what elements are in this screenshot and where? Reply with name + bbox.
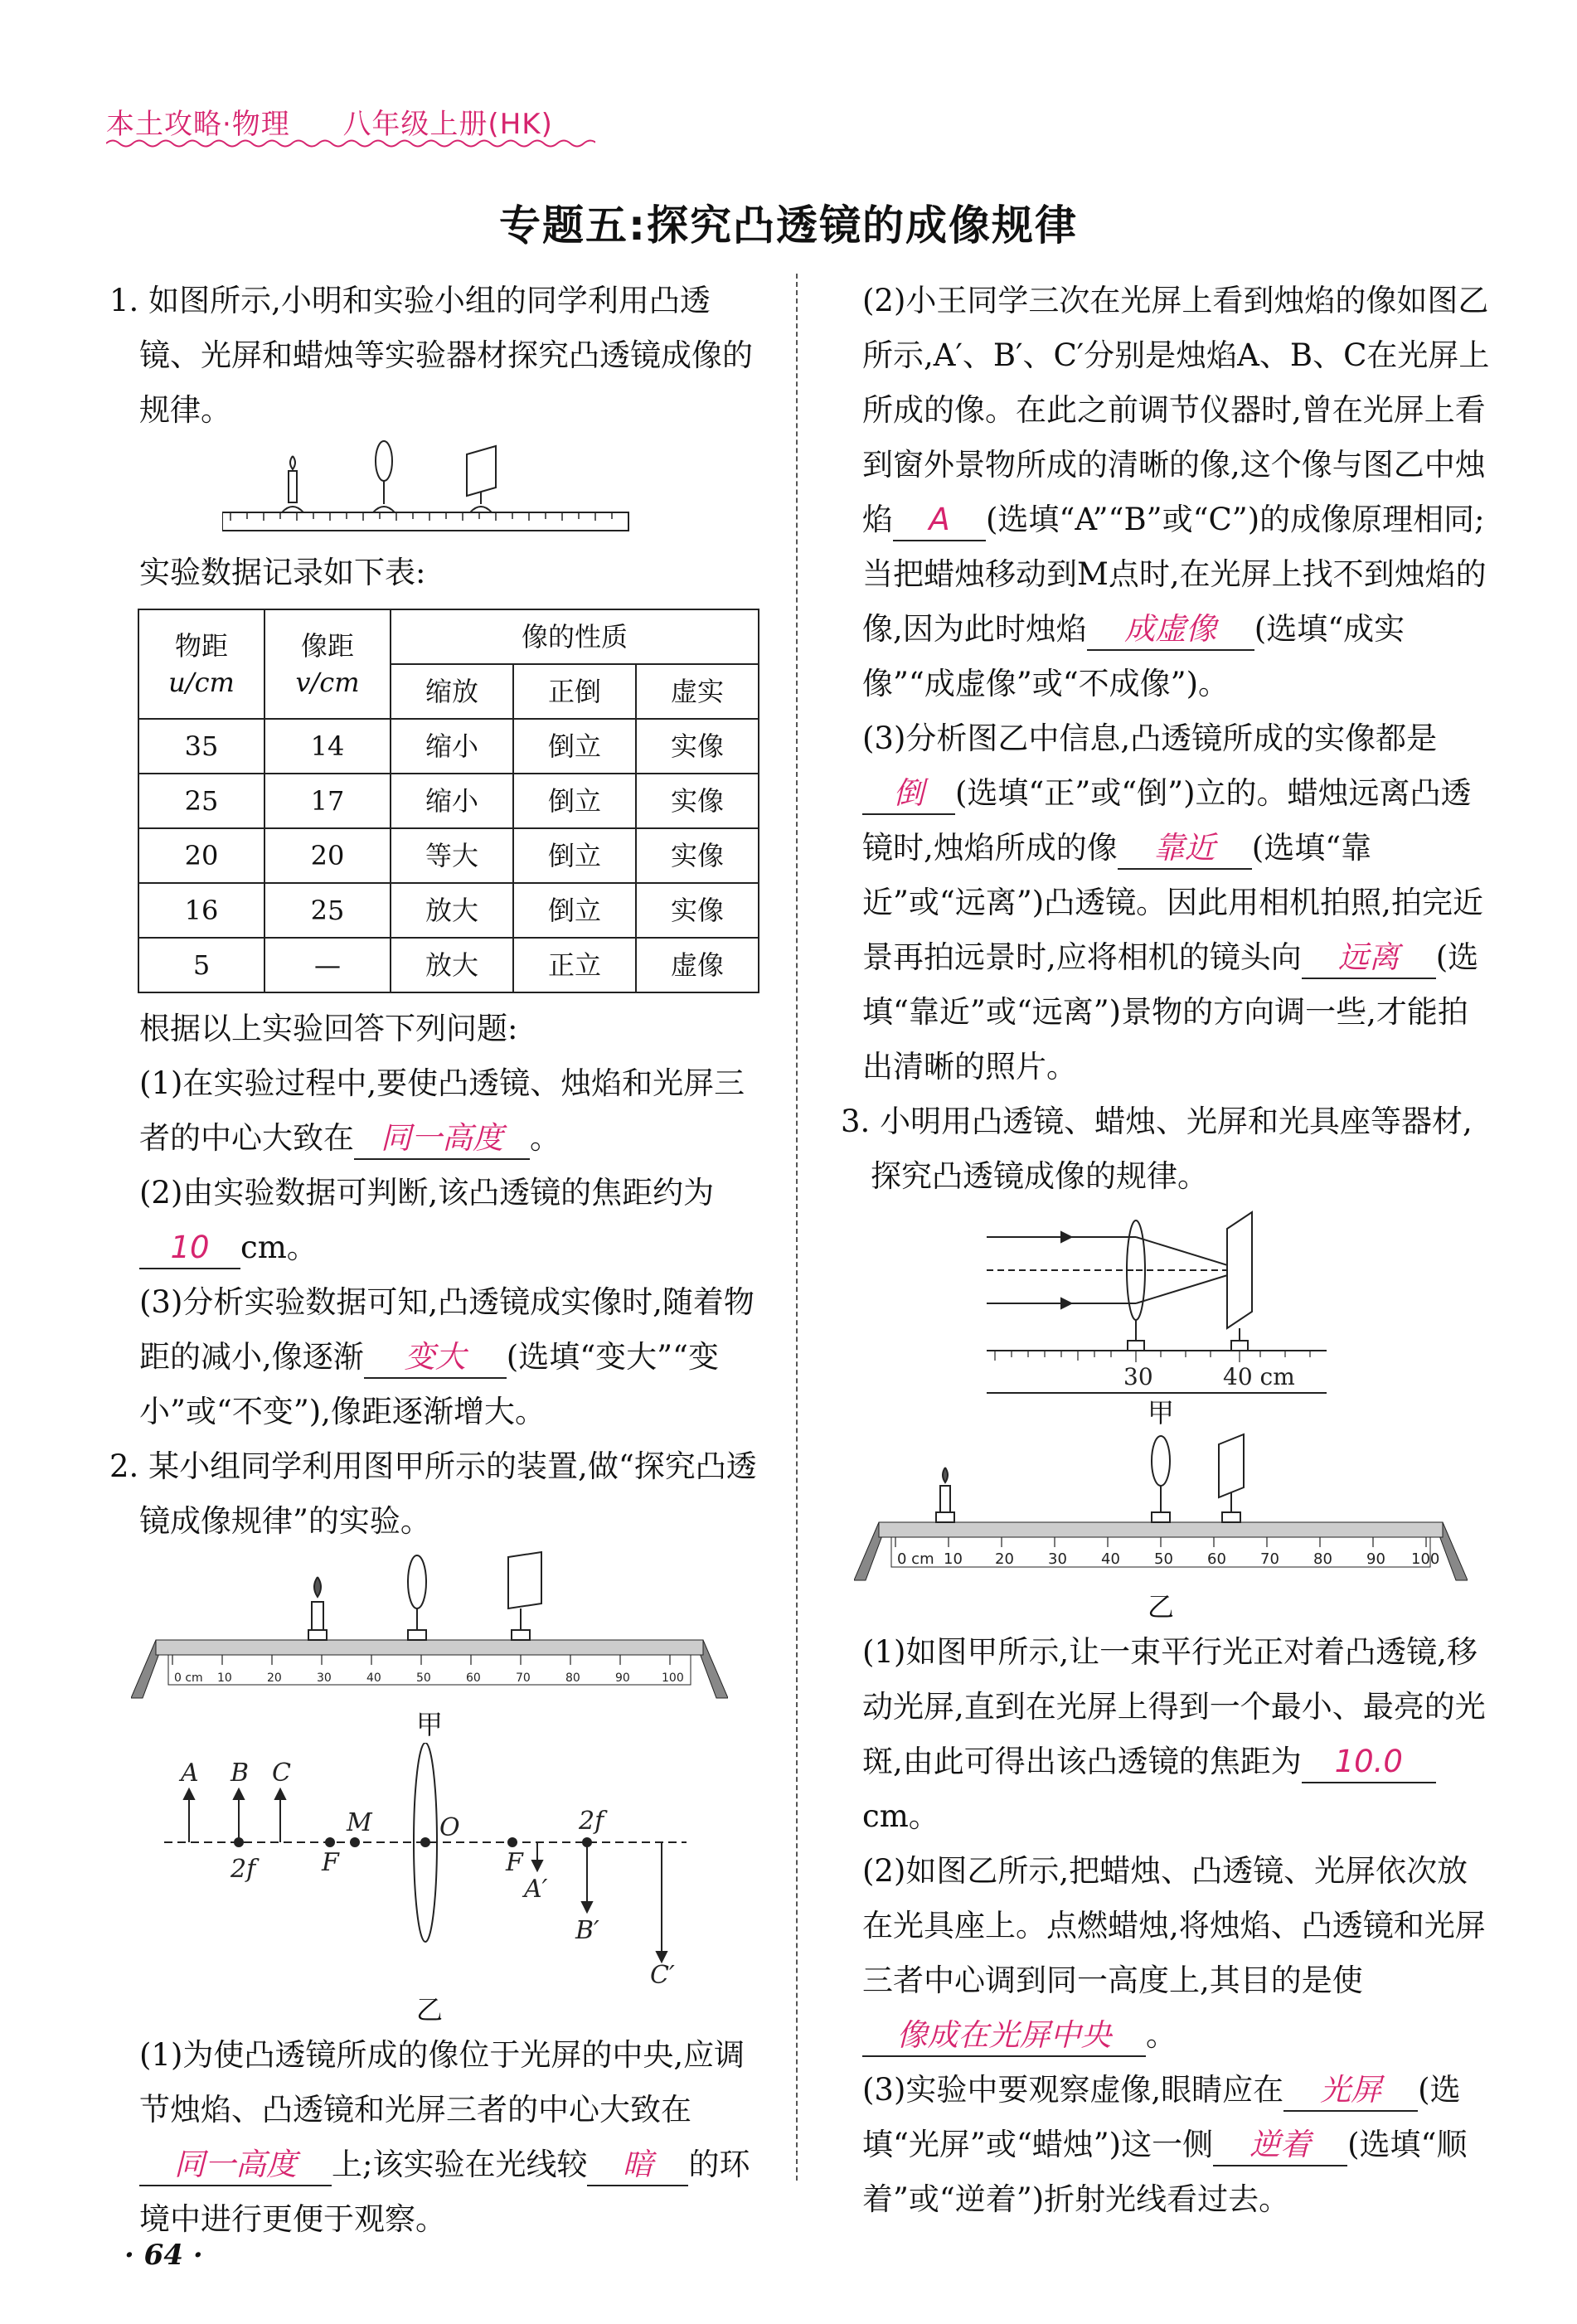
text: (1)在实验过程中,要使凸透镜、烛焰和光屏三者的中心大致在	[139, 1065, 745, 1156]
text: (3)分析图乙中信息,凸透镜所成的实像都是	[862, 720, 1438, 756]
col-object-unit: u/cm	[168, 667, 235, 698]
text: (选填“成实像”“成虚像”或“不成像”)。	[862, 611, 1405, 701]
cell: 16	[138, 883, 264, 938]
text: (3)实验中要观察虚像,眼睛应在	[862, 2072, 1284, 2108]
tick-label: 50	[416, 1671, 431, 1685]
tick-label: 90	[1366, 1550, 1385, 1568]
label-B: B	[230, 1759, 250, 1788]
q3-focal-figure	[987, 1204, 1335, 1395]
q1-table-intro: 实验数据记录如下表:	[139, 555, 426, 590]
label-C-image: C′	[650, 1961, 675, 1990]
tick-label: 50	[1154, 1550, 1173, 1568]
answer-blank: 靠近	[1118, 828, 1252, 870]
cell: 倒立	[513, 719, 636, 774]
candle-icon	[282, 456, 303, 512]
q2-sub2	[829, 274, 1492, 711]
q3-sub2	[829, 1844, 1492, 2063]
col-size: 缩放	[391, 664, 513, 719]
page-title: 专题五:探究凸透镜的成像规律	[499, 201, 1078, 250]
left-column	[98, 274, 761, 2247]
text: cm。	[862, 1798, 939, 1834]
candle-icon	[308, 1577, 327, 1640]
tick-label: 60	[1207, 1550, 1226, 1568]
text: (选填“顺着”或“逆着”)折射光线看过去。	[862, 2127, 1468, 2217]
text: (1)如图甲所示,让一束平行光正对着凸透镜,移动光屏,直到在光屏上得到一个最小、最亮的光斑,由此可得出该凸透镜的焦距为	[862, 1634, 1486, 1779]
answer-blank: 像成在光屏中央	[862, 2016, 1146, 2057]
label-2f-right: 2f	[579, 1807, 604, 1836]
page-header	[106, 101, 553, 142]
series-name: 本土攻略·物理	[106, 108, 290, 141]
tick-label: 40	[1101, 1550, 1120, 1568]
text: 。	[1146, 2017, 1177, 2053]
text: (2)如图乙所示,把蜡烛、凸透镜、光屏依次放在光具座上。点燃蜡烛,将烛焰、凸透镜和光屏三者中心调到同一高度上,其目的是使	[862, 1853, 1486, 1998]
lens-icon	[373, 441, 395, 512]
text: (选填“正”或“倒”)立的。蜡烛远离凸透镜时,烛焰所成的像	[862, 775, 1472, 866]
cell: 缩小	[391, 774, 513, 828]
tick-label: 70	[516, 1671, 531, 1685]
answer-blank: 变大	[364, 1337, 507, 1379]
text: (2)由实验数据可判断,该凸透镜的焦距约为	[139, 1175, 715, 1211]
tick-label: 100	[662, 1671, 684, 1685]
answer-blank: 同一高度	[139, 2145, 332, 2186]
candle-icon	[936, 1468, 954, 1522]
cell: 缩小	[391, 719, 513, 774]
tick-label: 10	[217, 1671, 232, 1685]
text: (选填“变大”“变小”或“不变”),像距逐渐增大。	[139, 1339, 719, 1429]
text: (选填“靠近”或“远离”)景物的方向调一些,才能拍出清晰的照片。	[862, 939, 1479, 1084]
cell: 5	[138, 938, 264, 992]
label-F-left: F	[322, 1848, 339, 1877]
cell: 实像	[636, 719, 759, 774]
cell: 35	[138, 719, 264, 774]
text: 的环境中进行更便于观察。	[139, 2147, 750, 2237]
col-image-distance: 像距	[300, 630, 354, 662]
label-A: A	[181, 1759, 199, 1788]
q1-sub3	[98, 1275, 761, 1439]
cell: 等大	[391, 828, 513, 883]
cell: 20	[264, 828, 391, 883]
text: (选填“光屏”或“蜡烛”)这一侧	[862, 2072, 1461, 2162]
label-C: C	[272, 1759, 291, 1788]
table-row	[138, 828, 759, 883]
cell: 17	[264, 774, 391, 828]
tick-label: 40	[366, 1671, 381, 1685]
label-A-image: A′	[524, 1875, 548, 1904]
column-divider	[796, 274, 798, 2181]
cell: 倒立	[513, 828, 636, 883]
text: 上;该实验在光线较	[332, 2147, 588, 2182]
q3-apparatus-figure-b	[854, 1431, 1468, 1589]
lens-icon	[408, 1555, 426, 1640]
cell: 25	[138, 774, 264, 828]
cell: 放大	[391, 883, 513, 938]
col-real-virtual: 虚实	[636, 664, 759, 719]
text: (2)小王同学三次在光屏上看到烛焰的像如图乙所示,A′、B′、C′分别是烛焰A、B、C在光屏上所成的像。在此之前调节仪器时,曾在光屏上看到窗外景物所成的清晰的像,这个像与图乙中烛焰	[862, 283, 1490, 537]
answer-blank: 远离	[1302, 938, 1436, 979]
cell: 虚像	[636, 938, 759, 992]
q1-data-table	[138, 609, 759, 993]
cell: 放大	[391, 938, 513, 992]
label-M: M	[347, 1808, 372, 1837]
text: (1)为使凸透镜所成的像位于光屏的中央,应调节烛焰、凸透镜和光屏三者的中心大致在	[139, 2037, 745, 2128]
tick-40cm: 40 cm	[1223, 1363, 1295, 1390]
table-row	[138, 938, 759, 992]
q2-apparatus-figure-a	[131, 1549, 728, 1706]
q1-sub2	[98, 1166, 761, 1275]
tick-label: 100	[1411, 1550, 1440, 1568]
col-image-nature: 像的性质	[391, 609, 759, 664]
answer-blank: 逆着	[1213, 2125, 1347, 2166]
q3-fig-b-caption: 乙	[1147, 1591, 1174, 1623]
q2-sub1	[98, 2028, 761, 2247]
label-B-image: B′	[575, 1916, 599, 1945]
label-O: O	[439, 1813, 460, 1842]
text: 。	[530, 1120, 560, 1156]
q3-fig-a-caption: 甲	[1147, 1397, 1174, 1429]
cell: 正立	[513, 938, 636, 992]
q1-stem: 1. 如图所示,小明和实验小组的同学利用凸透镜、光屏和蜡烛等实验器材探究凸透镜成像的规律。	[109, 283, 753, 428]
q1-apparatus-figure	[222, 438, 637, 546]
tick-label: 80	[565, 1671, 580, 1685]
q2-ray-diagram	[164, 1743, 695, 1992]
cell: 倒立	[513, 883, 636, 938]
cell: 25	[264, 883, 391, 938]
lens-icon	[1152, 1436, 1170, 1522]
tick-30: 30	[1123, 1363, 1153, 1390]
tick-label: 70	[1260, 1550, 1279, 1568]
tick-label: 20	[267, 1671, 282, 1685]
label-2f-left: 2f	[230, 1855, 256, 1884]
cell: —	[264, 938, 391, 992]
text: (3)分析实验数据可知,凸透镜成实像时,随着物距的减小,像逐渐	[139, 1284, 755, 1375]
table-row	[138, 774, 759, 828]
grade-label: 八年级上册(HK)	[342, 108, 553, 141]
answer-blank: 10.0	[1302, 1742, 1436, 1783]
tick-label: 60	[466, 1671, 481, 1685]
q2-stem: 2. 某小组同学利用图甲所示的装置,做“探究凸透镜成像规律”的实验。	[109, 1448, 757, 1539]
screen-icon	[1219, 1434, 1244, 1522]
cell: 20	[138, 828, 264, 883]
tick-label: 90	[615, 1671, 630, 1685]
page-number: · 64 ·	[124, 2239, 203, 2272]
col-orientation: 正倒	[513, 664, 636, 719]
answer-blank: 同一高度	[354, 1118, 530, 1160]
table-row	[138, 883, 759, 938]
screen-icon	[508, 1552, 541, 1640]
tick-label: 0 cm	[174, 1671, 203, 1685]
cell: 倒立	[513, 774, 636, 828]
answer-blank: 暗	[587, 2145, 688, 2186]
q2-fig-a-caption: 甲	[415, 1709, 443, 1740]
cell: 实像	[636, 883, 759, 938]
tick-label: 10	[944, 1550, 963, 1568]
tick-label: 20	[995, 1550, 1014, 1568]
tick-label: 80	[1313, 1550, 1332, 1568]
q3-sub1	[829, 1625, 1492, 1844]
q1-sub1	[98, 1056, 761, 1166]
col-object-distance: 物距	[174, 630, 228, 662]
table-row	[138, 719, 759, 774]
q2-fig-b-caption: 乙	[415, 1994, 443, 2026]
label-F-right: F	[506, 1848, 523, 1877]
text: (选填“A”“B”或“C”)的成像原理相同;当把蜡烛移动到M点时,在光屏上找不到烛焰的像,因为此时烛焰	[862, 502, 1487, 647]
q1-prompt: 根据以上实验回答下列问题:	[139, 1011, 518, 1046]
answer-blank: A	[893, 500, 986, 541]
tick-label: 30	[1048, 1550, 1067, 1568]
text: cm。	[240, 1230, 318, 1265]
header-wave-underline	[106, 138, 595, 149]
q3-stem: 3. 小明用凸透镜、蜡烛、光屏和光具座等器材,探究凸透镜成像的规律。	[841, 1104, 1473, 1194]
answer-blank: 倒	[862, 774, 955, 815]
q2-sub3	[829, 711, 1492, 1094]
answer-blank: 成虚像	[1087, 609, 1254, 651]
q3-sub3	[829, 2063, 1492, 2227]
cell: 实像	[636, 828, 759, 883]
text: (选填“靠近”或“远离”)凸透镜。因此用相机拍照,拍完近景再拍远景时,应将相机的镜头向	[862, 830, 1483, 975]
tick-label: 30	[317, 1671, 332, 1685]
col-image-unit: v/cm	[295, 667, 360, 698]
cell: 实像	[636, 774, 759, 828]
right-column	[829, 274, 1492, 2227]
answer-blank: 光屏	[1283, 2070, 1418, 2112]
tick-label: 0 cm	[897, 1550, 934, 1568]
answer-blank: 10	[139, 1228, 240, 1269]
cell: 14	[264, 719, 391, 774]
screen-icon	[467, 446, 496, 512]
